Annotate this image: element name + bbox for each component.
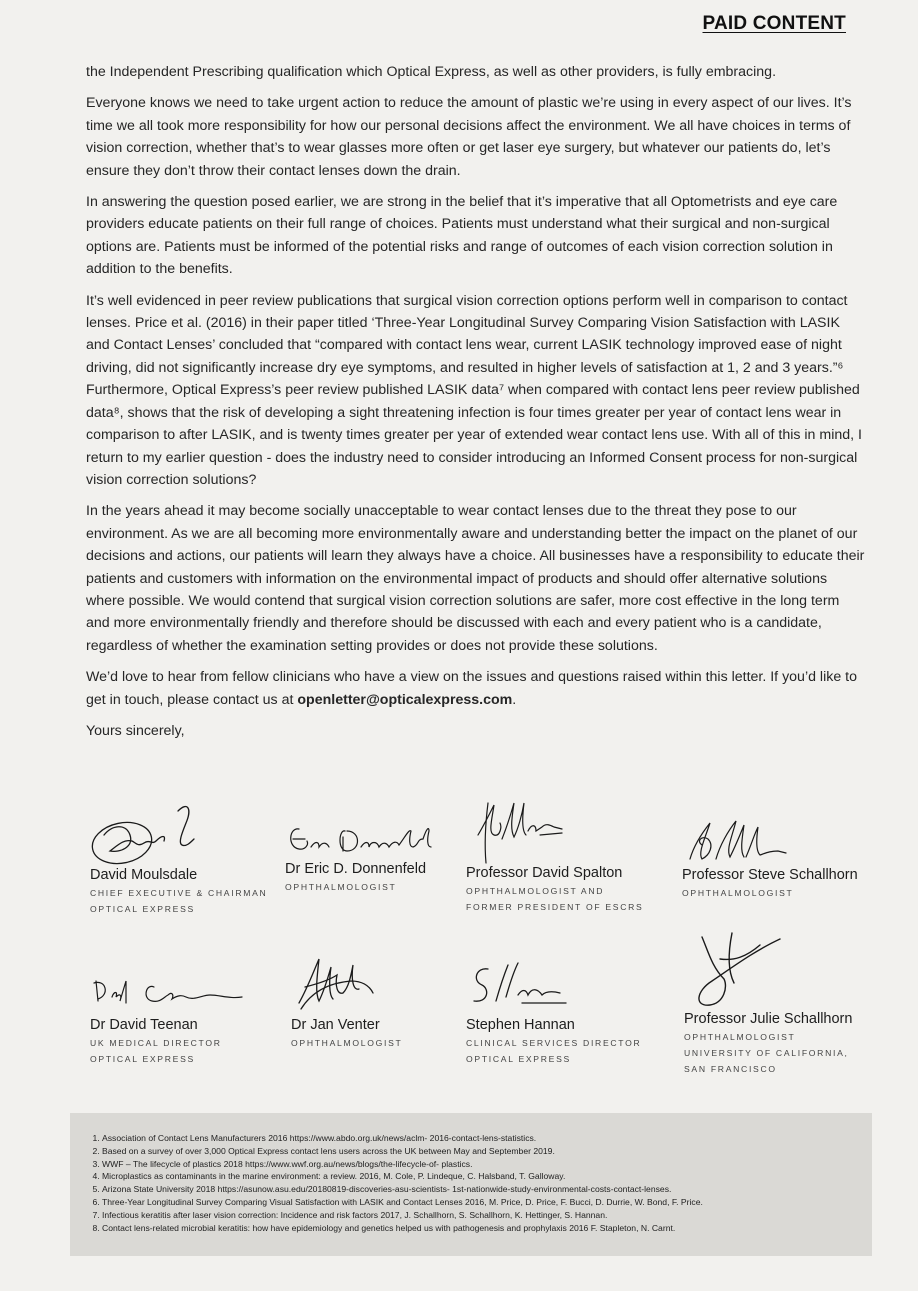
signatory-title: OPHTHALMOLOGIST: [285, 882, 397, 892]
signatory-block: [466, 795, 643, 915]
signature-image: [291, 953, 381, 1017]
reference-item: 6. Three-Year Longitudinal Survey Comparing Visual Satisfaction with LASIK and Contact Lenses 2016, M. Price, D. Price, F. Bucci, D. Durrie, W. Bond, F. Price.: [102, 1196, 872, 1209]
paragraph: In answering the question posed earlier, we are strong in the belief that it’s imperative that all Optometrists and eye care providers educate patients on their full range of choices. Patients must understand what their surgical and non-surgical options are. Patients must be informed of the potential risks and range of outcomes of each vision correction solution in addition to the benefits.: [86, 194, 838, 278]
signatory-title: SAN FRANCISCO: [684, 1064, 777, 1074]
contact-end: .: [512, 691, 517, 708]
paid-content-label: PAID CONTENT: [702, 13, 846, 34]
reference-item: 4. Microplastics as contaminants in the marine environment: a review. 2016, M. Cole, P. Lindeque, C. Halsband, T. Galloway.: [102, 1170, 872, 1183]
signatory-title: OPHTHALMOLOGIST: [684, 1032, 796, 1042]
reference-item: 8. Contact lens-related microbial keratitis: how have epidemiology and genetics helped us with pathogenesis and prophylaxis 2016 F. Stapleton, N. Carnt.: [102, 1222, 872, 1235]
paragraph: Everyone knows we need to take urgent action to reduce the amount of plastic we’re using in every aspect of our lives. It’s time we all took more responsibility for how our personal decisions affect the environment. We all have choices in terms of vision correction, whether that’s to wear glasses more often or get laser eye surgery, but whatever our patients do, let’s ensure they don’t throw their contact lenses down the drain.: [86, 95, 852, 179]
paragraph: the Independent Prescribing qualification which Optical Express, as well as other providers, is fully embracing.: [86, 64, 777, 80]
signatory-name: Professor Julie Schallhorn: [684, 1011, 853, 1027]
signatory-title: OPHTHALMOLOGIST AND: [466, 886, 605, 896]
signature-image: [684, 931, 794, 1011]
reference-item: 1. Association of Contact Lens Manufacturers 2016 https://www.abdo.org.uk/news/aclm- 2016-contact-lens-statistics.: [102, 1132, 872, 1145]
signatory-title: FORMER PRESIDENT OF ESCRS: [466, 902, 644, 912]
signatory-block: [90, 973, 250, 1067]
contact-text: We’d love to hear from fellow clinicians who have a view on the issues and questions raised within this letter. If you’d like to get in touch, please contact us at: [86, 669, 857, 708]
signatory-block: [682, 815, 858, 901]
signatory-title: UNIVERSITY OF CALIFORNIA,: [684, 1048, 849, 1058]
signatory-title: OPTICAL EXPRESS: [90, 1054, 195, 1064]
signatory-title: OPHTHALMOLOGIST: [291, 1038, 403, 1048]
signatory-title: OPTICAL EXPRESS: [466, 1054, 571, 1064]
signatory-name: Dr Jan Venter: [291, 1017, 380, 1033]
contact-paragraph: [86, 666, 866, 711]
signature-image: [90, 795, 210, 867]
letter-body: [86, 61, 866, 751]
signature-image: [682, 815, 792, 867]
signatory-block: [466, 961, 641, 1067]
paragraph: It’s well evidenced in peer review publications that surgical vision correction options perform well in comparison to contact lenses. Price et al. (2016) in their paper titled ‘Three-Year Longitudinal Survey Comparing Vision Satisfaction with LASIK and Contact Lenses’ concluded that “compared with contact lens wear, current LASIK technology improved ease of night driving, did not significantly increase dry eye symptoms, and resulted in higher levels of satisfaction at 1, 2 and 3 years.”⁶ Furthermore, Optical Express’s peer review published LASIK data⁷ when compared with contact lens peer review published data⁸, shows that the risk of developing a sight threatening infection is four times greater per year of contact lens wear in comparison to after LASIK, and is twenty times greater per year of extended wear contact lens use. With all of this in mind, I return to my earlier question - does the industry need to consider introducing an Informed Consent process for non-surgical vision correction solutions?: [86, 292, 862, 488]
signatory-title: OPTICAL EXPRESS: [90, 904, 195, 914]
signature-image: [90, 973, 250, 1017]
paragraph: In the years ahead it may become socially unacceptable to wear contact lenses due to the threat they pose to our environment. As we are all becoming more environmentally aware and understanding better the impact on the planet of our decisions and actions, our patients will learn they always have a choice. All businesses have a responsibility to educate their patients and customers with information on the environmental impact of products and should offer alternative solutions where possible. We would contend that surgical vision correction solutions are safer, more cost effective in the long term and more environmentally friendly and therefore should be discussed with each and every patient who is a candidate, regardless of whether the examination setting provides or does not provide these solutions.: [86, 503, 865, 654]
signatory-name: Stephen Hannan: [466, 1017, 575, 1033]
reference-item: 3. WWF – The lifecycle of plastics 2018 https://www.wwf.org.au/news/blogs/the-lifecycle-of- plastics.: [102, 1158, 872, 1171]
signatory-title: UK MEDICAL DIRECTOR: [90, 1038, 222, 1048]
contact-email-link[interactable]: openletter@opticalexpress.com: [297, 691, 513, 708]
signatory-title: CLINICAL SERVICES DIRECTOR: [466, 1038, 642, 1048]
references-box: [70, 1113, 872, 1256]
signatory-name: Dr David Teenan: [90, 1017, 198, 1033]
signature-image: [285, 817, 445, 861]
signatory-name: Professor David Spalton: [466, 865, 623, 881]
signature-image: [466, 961, 576, 1017]
signatory-name: Professor Steve Schallhorn: [682, 867, 858, 883]
signatory-block: [684, 931, 852, 1077]
signatory-block: [291, 953, 402, 1051]
signatory-name: Dr Eric D. Donnenfeld: [285, 861, 427, 877]
signatory-name: David Moulsdale: [90, 867, 198, 883]
signatory-block: [90, 795, 267, 917]
reference-item: 7. Infectious keratitis after laser vision correction: Incidence and risk factors 2017, J. Schallhorn, S. Schallhorn, K. Hettinger, S. Hannan.: [102, 1209, 872, 1222]
closing: Yours sincerely,: [86, 722, 185, 739]
signatory-title: CHIEF EXECUTIVE & CHAIRMAN: [90, 888, 268, 898]
signatory-block: [285, 817, 445, 895]
signatory-title: OPHTHALMOLOGIST: [682, 888, 794, 898]
reference-item: 5. Arizona State University 2018 https://asunow.asu.edu/20180819-discoveries-asu-scientists- 1st-nationwide-study-environmental-costs-contact-lenses.: [102, 1183, 872, 1196]
signature-image: [466, 795, 576, 865]
reference-item: 2. Based on a survey of over 3,000 Optical Express contact lens users across the UK between May and September 2019.: [102, 1145, 872, 1158]
references-list: [88, 1132, 872, 1234]
